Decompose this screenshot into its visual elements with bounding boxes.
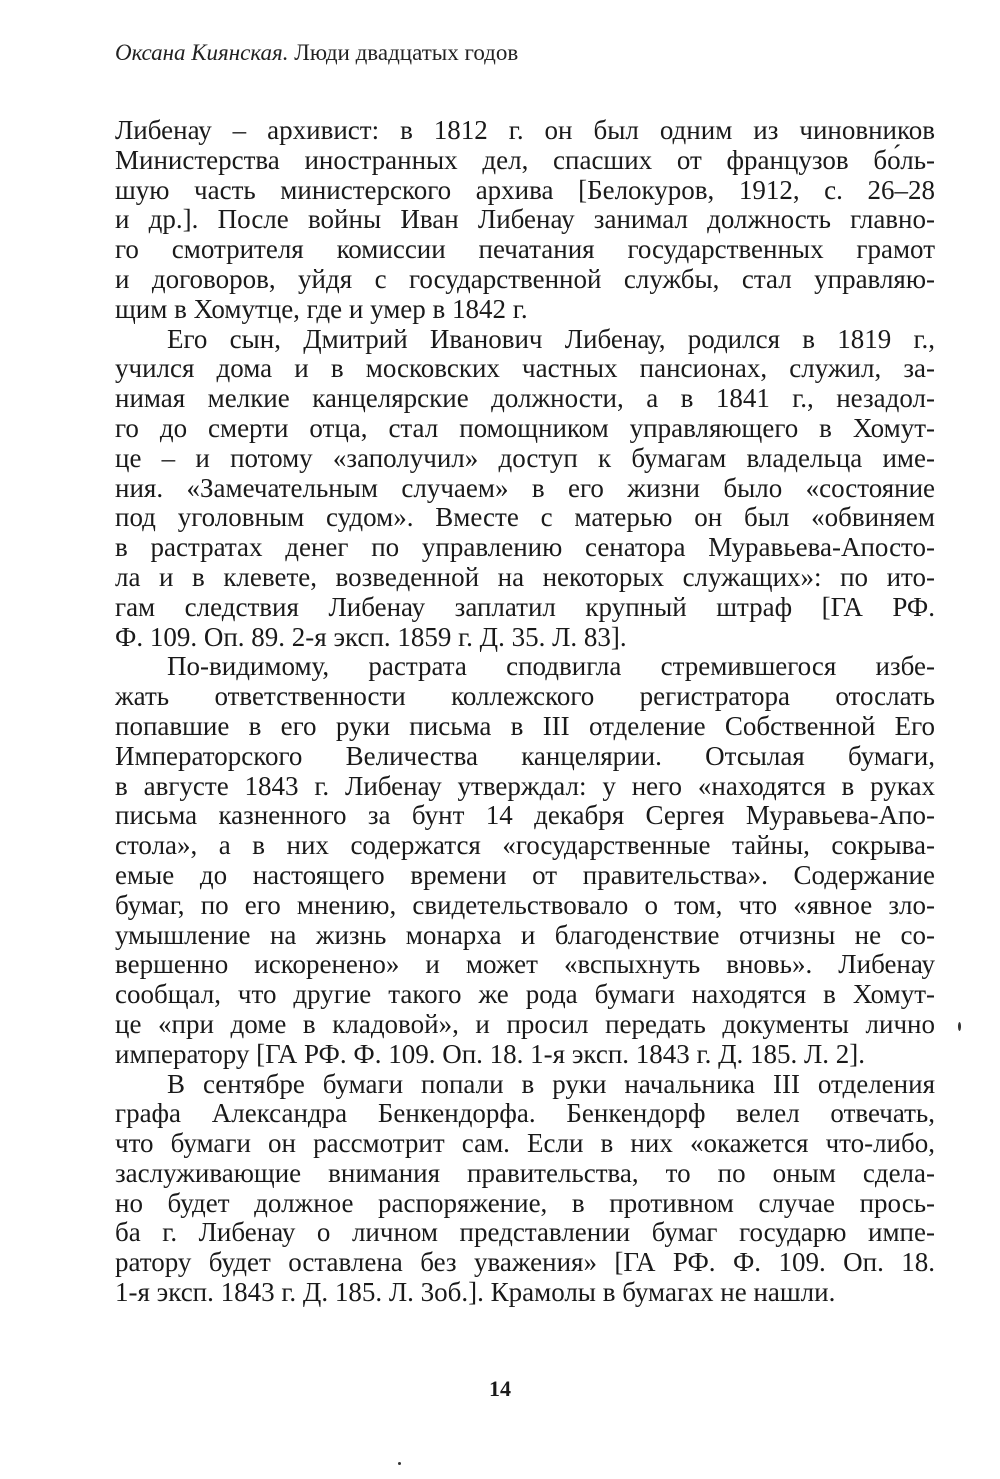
text-line: ла и в клевете, возведенной на некоторых служащих»: по ито- xyxy=(115,561,935,592)
text-line: го смотрителя комиссии печатания государственных грамот xyxy=(115,234,935,265)
text-line: ратору будет оставлена без уважения» [ГА РФ. Ф. 109. Оп. 18. xyxy=(115,1247,935,1278)
text-line: ния. «Замечательным случаем» в его жизни было «состояние xyxy=(115,472,935,503)
text-line: Императорского Величества канцелярии. Отсылая бумаги, xyxy=(115,740,935,771)
text-line: це «при доме в кладовой», и просил передать документы лично xyxy=(115,1008,935,1039)
text-line: Министерства иностранных дел, спасших от французов бо́ль- xyxy=(115,144,935,175)
text-line: под уголовным судом». Вместе с матерью он был «обвиняем xyxy=(115,502,935,533)
text-line: емые до настоящего времени от правительства». Содержание xyxy=(115,859,935,890)
paragraph xyxy=(115,652,935,1069)
text-line: Ф. 109. Оп. 89. 2-я эксп. 1859 г. Д. 35. Л. 83]. xyxy=(115,621,627,652)
text-line: 1-я эксп. 1843 г. Д. 185. Л. 3об.]. Крамолы в бумагах не нашли. xyxy=(115,1277,836,1308)
text-line: что бумаги он рассмотрит сам. Если в них «окажется что-либо, xyxy=(115,1128,935,1159)
header-author: Оксана Киянская. xyxy=(115,40,289,65)
text-line: гам следствия Либенау заплатил крупный штраф [ГА РФ. xyxy=(115,591,935,622)
running-header xyxy=(115,38,518,68)
text-line: стола», а в них содержатся «государственные тайны, сокрыва- xyxy=(115,830,935,861)
text-line: умышление на жизнь монарха и благоденствие отчизны не со- xyxy=(115,919,935,950)
text-line: вершенно искоренено» и может «вспыхнуть вновь». Либенау xyxy=(115,949,935,980)
paragraph xyxy=(115,1070,935,1308)
text-line: шую часть министерского архива [Белокуров, 1912, с. 26–28 xyxy=(115,174,935,205)
paragraph xyxy=(115,325,935,653)
text-line: ба г. Либенау о личном представлении бумаг государю импе- xyxy=(115,1217,935,1248)
scan-speck xyxy=(398,1462,401,1465)
page-number: 14 xyxy=(489,1376,511,1401)
text-line: го до смерти отца, стал помощником управляющего в Хомут- xyxy=(115,412,935,443)
text-line: Его сын, Дмитрий Иванович Либенау, родился в 1819 г., xyxy=(167,323,935,354)
text-line: заслуживающие внимания правительства, то по оным сдела- xyxy=(115,1157,935,1188)
text-line: нимая мелкие канцелярские должности, а в 1841 г., незадол- xyxy=(115,383,935,414)
text-line: щим в Хомутце, где и умер в 1842 г. xyxy=(115,293,528,324)
text-line: и др.]. После войны Иван Либенау занимал должность главно- xyxy=(115,204,935,235)
text-line: императору [ГА РФ. Ф. 109. Оп. 18. 1-я эксп. 1843 г. Д. 185. Л. 2]. xyxy=(115,1038,866,1069)
text-line: учился дома и в московских частных пансионах, служил, за- xyxy=(115,353,935,384)
text-line: жать ответственности коллежского регистратора отослать xyxy=(115,681,935,712)
text-line: В сентябре бумаги попали в руки начальника III отделения xyxy=(167,1068,935,1099)
header-book-title: Люди двадцатых годов xyxy=(294,40,519,65)
paragraph xyxy=(115,116,935,325)
text-line: в августе 1843 г. Либенау утверждал: у него «находятся в руках xyxy=(115,770,935,801)
text-line: попавшие в его руки письма в III отделение Собственной Его xyxy=(115,710,935,741)
text-line: письма казненного за бунт 14 декабря Сергея Муравьева-Апо- xyxy=(115,800,935,831)
text-line: и договоров, уйдя с государственной службы, стал управляю- xyxy=(115,263,935,294)
text-line: По-видимому, растрата сподвигла стремившегося избе- xyxy=(167,651,935,682)
text-line: графа Александра Бенкендорфа. Бенкендорф велел отвечать, xyxy=(115,1098,935,1129)
text-line: но будет должное распоряжение, в противном случае прось- xyxy=(115,1187,935,1218)
text-line: це – и потому «заполучил» доступ к бумагам владельца име- xyxy=(115,442,935,473)
text-line: в растратах денег по управлению сенатора Муравьева-Апосто- xyxy=(115,532,935,563)
scan-speck xyxy=(958,1022,961,1031)
body-text xyxy=(115,116,935,1308)
text-line: Либенау – архивист: в 1812 г. он был одним из чиновников xyxy=(115,115,935,145)
text-line: сообщал, что другие такого же рода бумаги находятся в Хомут- xyxy=(115,979,935,1010)
text-line: бумаг, по его мнению, свидетельствовало о том, что «явное зло- xyxy=(115,889,935,920)
